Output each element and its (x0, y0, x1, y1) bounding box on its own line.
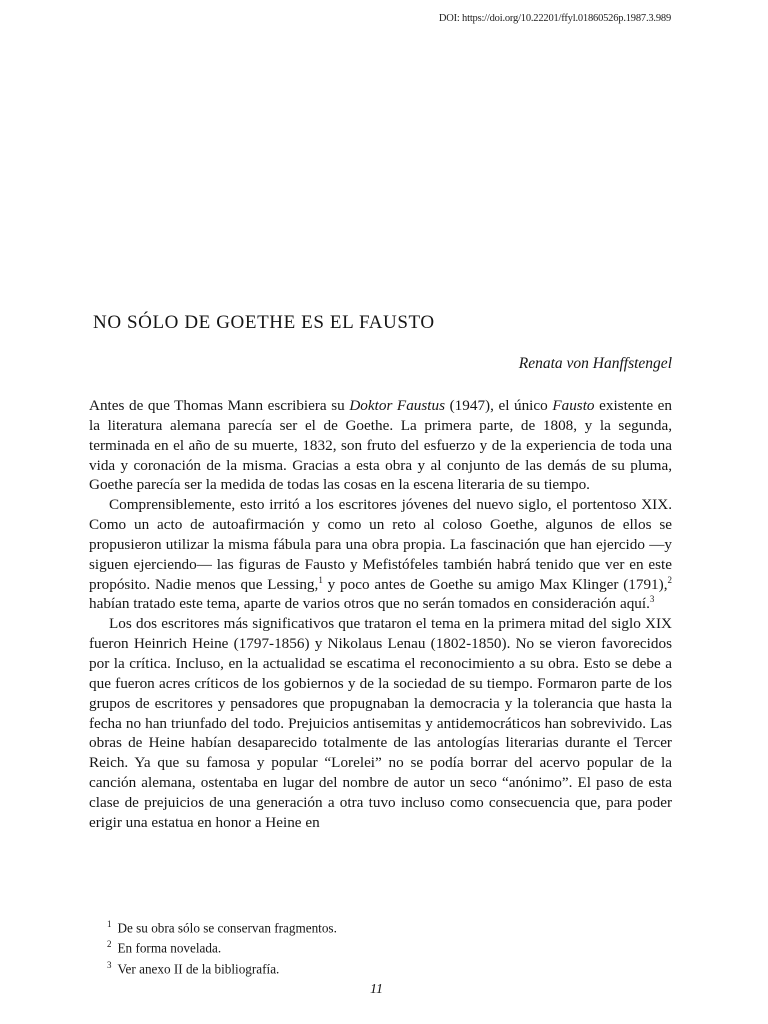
footnote-ref-2: 2 (667, 574, 672, 585)
paragraph-1-text-a: Antes de que Thomas Mann escribiera su (89, 397, 350, 414)
paragraph-3: Los dos escritores más significativos que trataron el tema en la primera mitad del siglo XIX fueron Heinrich Heine (1797-1856) y Nikolaus Lenau (1802-1850). No se vieron favorecidos por la crítica. Incluso, en la actualidad se escatima el reconocimiento a su obra. Esto se debe a que fueron acres críticos de los gobiernos y de la sociedad de su tiempo. Formaron parte de los grupos de escritores y pensadores que propugnaban la democracia y la tolerancia que hasta la fecha no han triunfado del todo. Prejuicios antisemitas y antidemocráticos han sobrevivido. Las obras de Heine habían desaparecido totalmente de las antologías literarias durante el Tercer Reich. Ya que su famosa y popular “Lorelei” no se podía borrar del acervo popular de la canción alemana, ostentaba en lugar del nombre de autor un seco “anónimo”. El paso de esta clase de prejuicios de una generación a otra tuvo incluso como consecuencia que, para poder erigir una estatua en honor a Heine en (89, 615, 672, 831)
page-number: 11 (370, 982, 383, 997)
paragraph-2 (89, 495, 672, 614)
footnote-ref-3: 3 (649, 594, 655, 605)
paragraph-1 (89, 396, 672, 495)
paragraph-1-text-c: (1947), el único (445, 397, 553, 414)
paragraph-2-text-c: habían tratado este tema, aparte de varios otros que no serán tomados en consideración aquí. (89, 595, 650, 613)
footnote-1 (107, 916, 337, 936)
footnote-3 (107, 957, 337, 977)
footnote-text: De su obra sólo se conservan fragmentos. (117, 920, 337, 936)
work-title-doktor-faustus: Doktor Faustus (349, 397, 446, 414)
doi-header: DOI: https://doi.org/10.22201/ffyl.01860526p.1987.3.989 (438, 13, 671, 24)
paragraph-2-text-a: Comprensiblemente, esto irritó a los escritores jóvenes del nuevo siglo, el portentoso XIX. Como un acto de autoafirmación y como un reto al coloso Goethe, algunos de ellos se propusieron utilizar la misma fábula para una obra propia. La fascinación que han ejercido —y siguen ejerciendo— las figuras de Fausto y Mefistófeles también habrá tenido que ver en este propósito. Nadie menos que Lessing, (89, 496, 672, 593)
footnote-ref-1: 1 (318, 574, 323, 585)
work-title-fausto: Fausto (552, 397, 595, 414)
author-name: Renata von Hanffstengel (518, 355, 672, 372)
paragraph-1-text-e: existente en la literatura alemana parecía ser el de Goethe. La primera parte, de 1808, y la segunda, terminada en el año de su muerte, 1832, son fruto del esfuerzo y de la experiencia de toda una vida y coronación de la misma. Gracias a esta obra y al conjunto de las demás de su pluma, Goethe parecía ser la medida de todas las cosas en la escena literaria de su tiempo. (89, 397, 672, 494)
footnote-number: 3 (107, 959, 112, 970)
paragraph-2-text-b: y poco antes de Goethe su amigo Max Klinger (1791), (322, 575, 668, 593)
footnote-2 (107, 936, 337, 956)
footnote-text: Ver anexo II de la bibliografía. (117, 961, 280, 977)
footnote-text: En forma novelada. (117, 940, 222, 956)
footnote-number: 2 (107, 939, 112, 950)
article-body (89, 396, 672, 833)
article-title: NO SÓLO DE GOETHE ES EL FAUSTO (93, 312, 435, 333)
footnote-number: 1 (107, 919, 112, 929)
footnotes (107, 916, 337, 977)
